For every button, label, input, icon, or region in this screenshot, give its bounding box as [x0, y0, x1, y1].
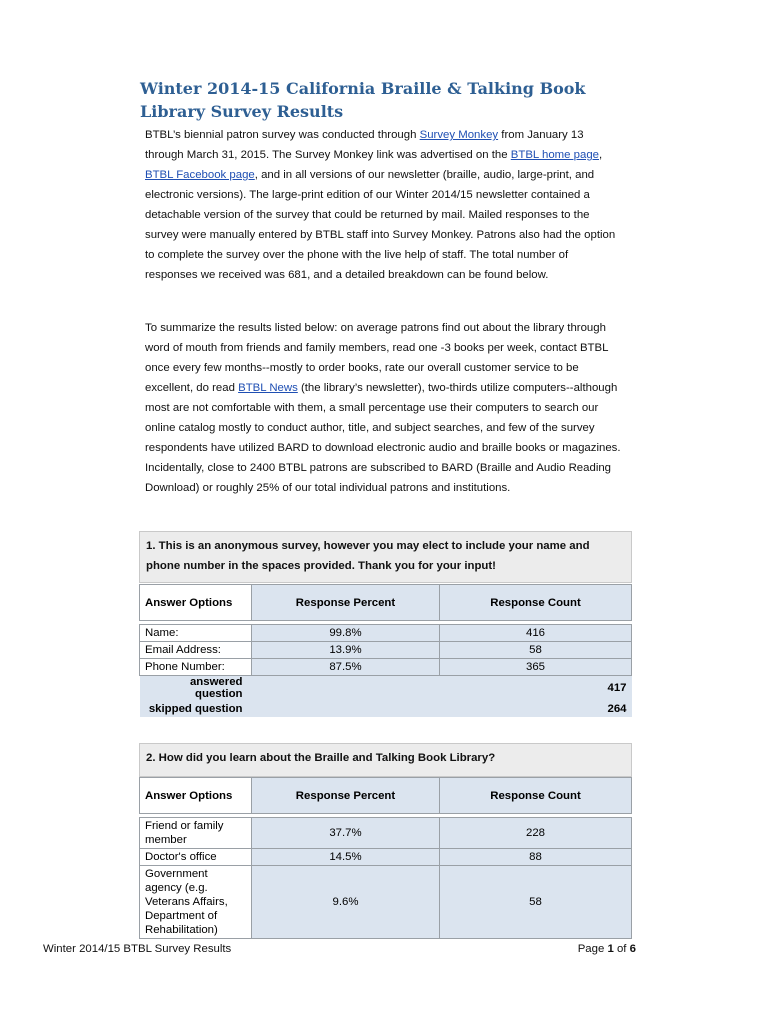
survey-monkey-link[interactable]: Survey Monkey	[419, 129, 499, 141]
answered-question-row	[140, 676, 632, 701]
intro-text-4: , and in all versions of our newsletter (braille, audio, large-print, and electronic versions). The large-print edition of our Winter 2014/15 newsletter contained a detachable version of the survey that could be returned by mail. Mailed responses to the survey were manually entered by BTBL staff into Survey Monkey. Patrons also had the option to complete the survey over the phone with the live help of staff. The total number of responses we received was 681, and a detailed breakdown can be found below.	[145, 169, 616, 281]
intro-paragraph	[145, 125, 623, 285]
table-row	[140, 642, 632, 659]
table-header-row	[140, 778, 632, 814]
response-count: 58	[440, 642, 632, 659]
answered-question-value: 417	[440, 676, 632, 701]
header-answer-options: Answer Options	[140, 585, 252, 621]
table-header-row	[140, 585, 632, 621]
answer-option: Phone Number:	[140, 659, 252, 676]
table-row	[140, 659, 632, 676]
btbl-facebook-link[interactable]: BTBL Facebook page	[145, 169, 255, 181]
intro-text-1: BTBL’s biennial patron survey was conducted through	[145, 129, 420, 141]
intro-text-2: from January 13 through March 31, 2015. The Survey Monkey link was advertised on the	[145, 129, 584, 161]
header-response-count: Response Count	[440, 778, 632, 814]
table-row	[140, 625, 632, 642]
header-response-percent: Response Percent	[252, 585, 440, 621]
table-row	[140, 866, 632, 939]
answered-question-label: answered question	[140, 676, 440, 701]
response-count: 228	[440, 818, 632, 849]
intro-text-3: ,	[599, 149, 603, 161]
header-response-count: Response Count	[440, 585, 632, 621]
answer-option: Friend or family member	[140, 818, 252, 849]
response-percent: 14.5%	[252, 849, 440, 866]
response-count: 58	[440, 866, 632, 939]
answer-option: Email Address:	[140, 642, 252, 659]
page-title: Winter 2014-15 California Braille & Talking Book Library Survey Results	[140, 79, 586, 121]
current-page: 1	[607, 943, 614, 955]
btbl-home-page-link[interactable]: BTBL home page	[510, 149, 599, 161]
response-percent: 87.5%	[252, 659, 440, 676]
table-row	[140, 849, 632, 866]
answer-option: Government agency (e.g. Veterans Affairs, Department of Rehabilitation)	[140, 866, 252, 939]
question-1-box	[139, 531, 632, 583]
response-count: 88	[440, 849, 632, 866]
btbl-news-link[interactable]: BTBL News	[238, 382, 298, 394]
answer-option: Doctor's office	[140, 849, 252, 866]
response-percent: 9.6%	[252, 866, 440, 939]
header-answer-options: Answer Options	[140, 778, 252, 814]
question-2-box	[139, 743, 632, 777]
summary-paragraph	[145, 318, 623, 498]
footer-page-number	[578, 943, 636, 955]
answer-option: Name:	[140, 625, 252, 642]
response-percent: 99.8%	[252, 625, 440, 642]
header-response-percent: Response Percent	[252, 778, 440, 814]
response-count: 416	[440, 625, 632, 642]
question-1-text: 1. This is an anonymous survey, however you may elect to include your name and phone number in the spaces provided. Thank you for your input!	[146, 540, 590, 572]
response-count: 365	[440, 659, 632, 676]
question-2-text: 2. How did you learn about the Braille and Talking Book Library?	[146, 752, 496, 764]
total-pages: 6	[629, 943, 636, 955]
skipped-question-row	[140, 700, 632, 717]
response-percent: 13.9%	[252, 642, 440, 659]
question-2-table	[139, 777, 632, 939]
summary-text-1: To summarize the results listed below: on average patrons find out about the library through word of mouth from friends and family members, read one -3 books per week, contact BTBL once every few months--mostly to order books, rate our overall customer service to be excellent, do read	[145, 322, 609, 394]
footer-document-title: Winter 2014/15 BTBL Survey Results	[43, 943, 232, 955]
response-percent: 37.7%	[252, 818, 440, 849]
skipped-question-value: 264	[440, 700, 632, 717]
page-prefix: Page	[577, 943, 608, 955]
table-row	[140, 818, 632, 849]
page-of: of	[613, 943, 630, 955]
skipped-question-label: skipped question	[140, 700, 440, 717]
summary-text-2: (the library’s newsletter), two-thirds utilize computers--although most are not comfortable with them, a small percentage use their computers to search our online catalog mostly to conduct author, title, and subject searches, and few of the survey respondents have utilized BARD to download electronic audio and braille books or magazines. Incidentally, close to 2400 BTBL patrons are subscribed to BARD (Braille and Audio Reading Download) or roughly 25% of our total individual patrons and institutions.	[145, 382, 621, 494]
question-1-table	[139, 584, 632, 717]
